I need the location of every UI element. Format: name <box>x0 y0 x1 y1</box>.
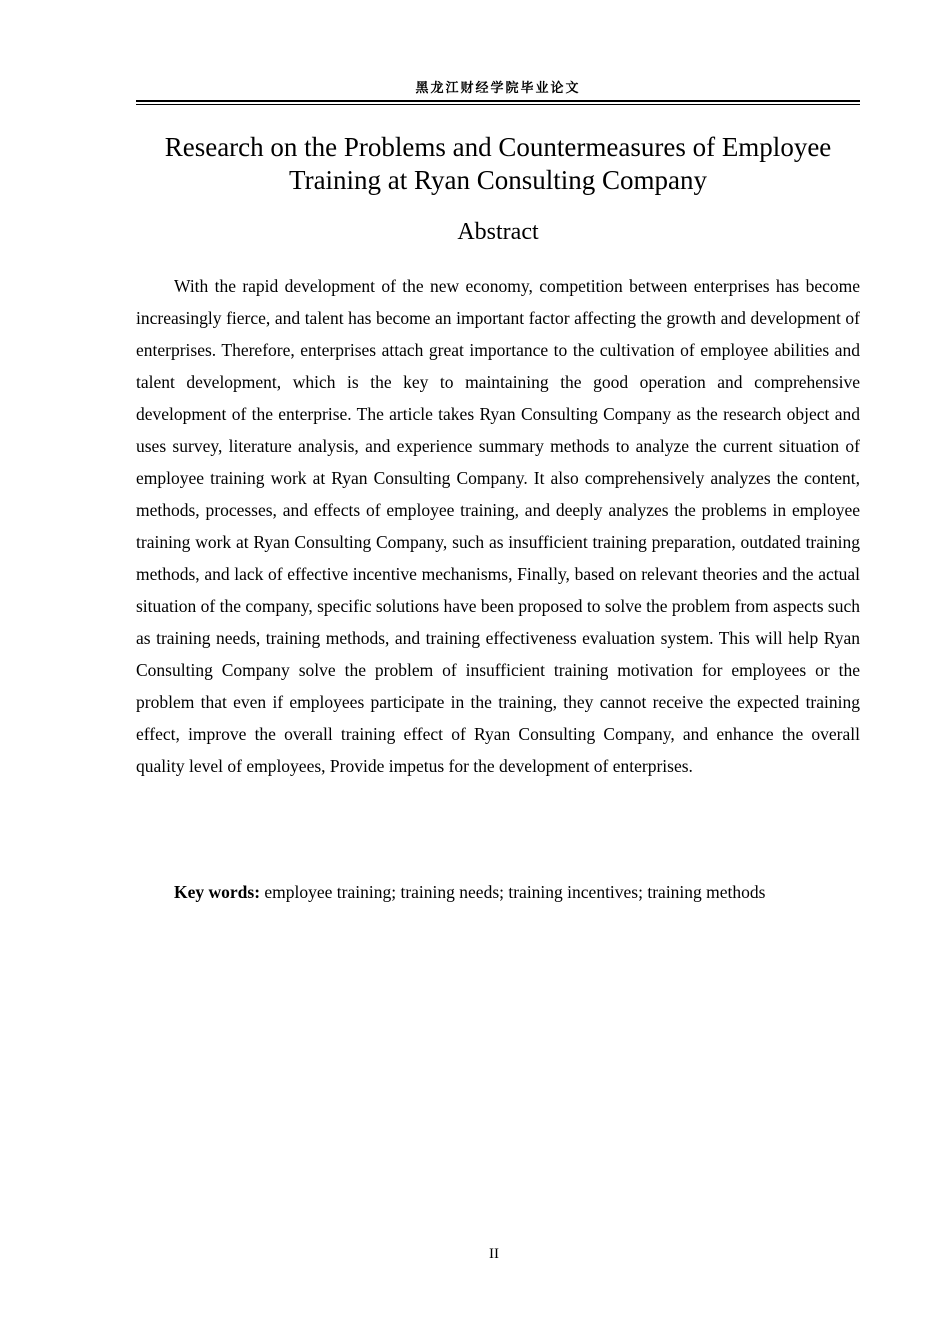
abstract-heading: Abstract <box>457 219 539 245</box>
abstract-body: With the rapid development of the new economy, competition between enterprises has become increasingly fierce, and talent has become an important factor affecting the growth and development of enterprises. Therefore, enterprises attach great importance to the cultivation of employee abilities and talent development, which is the key to maintaining the good operation and comprehensive development of the enterprise. The article takes Ryan Consulting Company as the research object and uses survey, literature analysis, and experience summary methods to analyze the current situation of employee training work at Ryan Consulting Company. It also comprehensively analyzes the content, methods, processes, and effects of employee training, and deeply analyzes the problems in employee training work at Ryan Consulting Company, such as insufficient training preparation, outdated training methods, and lack of effective incentive mechanisms, Finally, based on relevant theories and the actual situation of the company, specific solutions have been proposed to solve the problem from aspects such as training needs, training methods, and training effectiveness evaluation system. This will help Ryan Consulting Company solve the problem of insufficient training motivation for employees or the problem that even if employees participate in the training, they cannot receive the expected training effect, improve the overall training effect of Ryan Consulting Company, and enhance the overall quality level of employees, Provide impetus for the development of enterprises. <box>136 276 860 776</box>
keywords-text: employee training; training needs; training incentives; training methods <box>264 882 766 902</box>
header-rule-thin <box>136 104 860 105</box>
header-rule-thick <box>136 100 860 102</box>
paper-title-line-2: Training at Ryan Consulting Company <box>289 165 707 195</box>
page-number: II <box>489 1246 499 1262</box>
paper-title <box>136 131 860 197</box>
keywords <box>136 876 860 908</box>
paper-title-line-1: Research on the Problems and Countermeasures of Employee <box>164 132 832 162</box>
keywords-label: Key words: <box>174 882 261 902</box>
running-header: 黑龙江财经学院毕业论文 <box>415 81 581 96</box>
